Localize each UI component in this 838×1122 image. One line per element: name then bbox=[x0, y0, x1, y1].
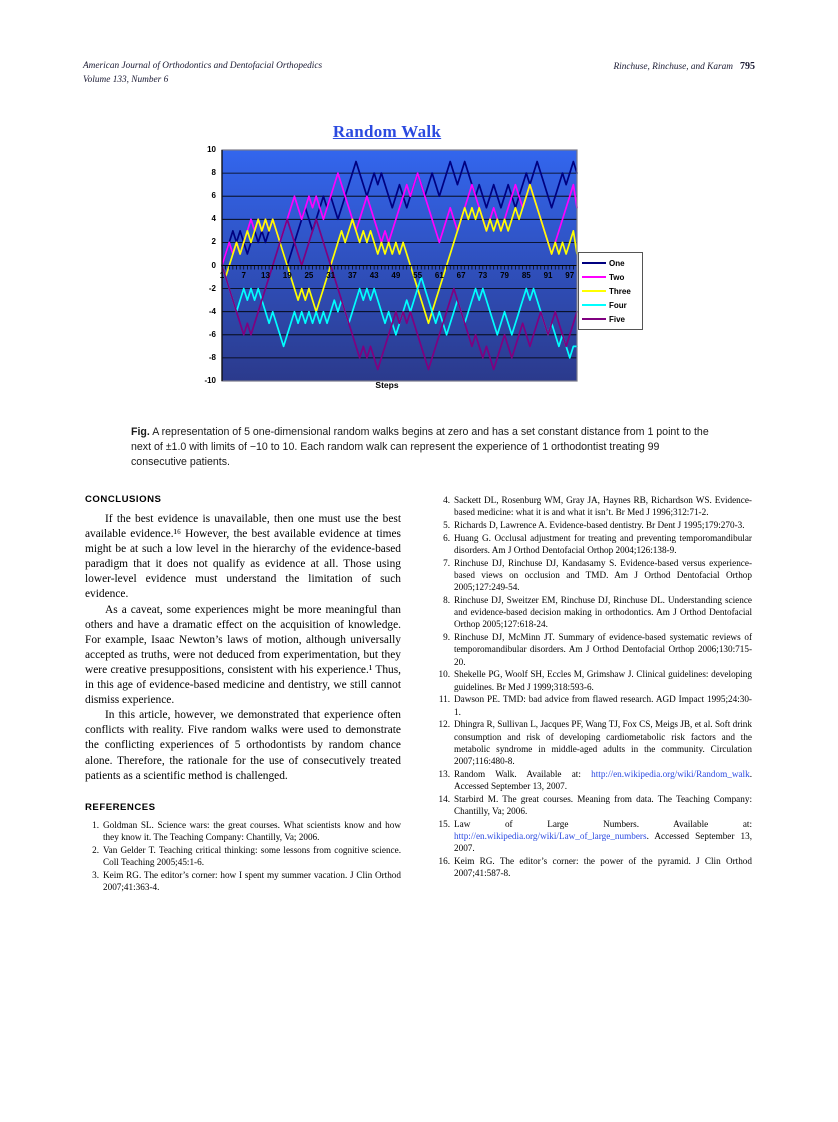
conclusions-body bbox=[85, 512, 401, 784]
random-walk-chart bbox=[196, 146, 578, 386]
y-tick-label: 2 bbox=[211, 237, 216, 247]
right-column bbox=[436, 494, 752, 880]
x-tick-label: 67 bbox=[456, 270, 466, 280]
y-tick-label: 8 bbox=[211, 168, 216, 178]
y-tick-label: 0 bbox=[211, 260, 216, 270]
reference-item bbox=[436, 768, 752, 792]
legend-label: Three bbox=[609, 286, 631, 296]
y-tick-label: -10 bbox=[204, 376, 216, 385]
references-heading: REFERENCES bbox=[85, 801, 156, 813]
reference-number: 8. bbox=[443, 595, 450, 605]
reference-number: 4. bbox=[443, 495, 450, 505]
x-tick-label: 97 bbox=[565, 270, 575, 280]
reference-item bbox=[436, 532, 752, 556]
reference-number: 7. bbox=[443, 557, 450, 568]
figure-random-walk bbox=[196, 122, 656, 412]
reference-item bbox=[436, 693, 752, 717]
chart-title: Random Walk bbox=[332, 122, 442, 141]
y-tick-label: 4 bbox=[211, 214, 216, 224]
reference-text: Law of Large Numbers. Available at: http://en.wikipedia.org/wiki/Law_of_large_numbers. Accessed September 13, 2007. bbox=[454, 818, 752, 854]
reference-number: 3. bbox=[92, 869, 99, 880]
reference-text: Keim RG. The editor’s corner: the power of the pyramid. J Clin Orthod 2007;41:587-8. bbox=[454, 856, 752, 879]
reference-text: Dhingra R, Sullivan L, Jacques PF, Wang TJ, Fox CS, Meigs JB, et al. Soft drink consumption and risk of developing cardiometabolic risk factors and the metabolic syndrome in middle-aged adults in the community. Circulation 2007;116:480-8. bbox=[454, 719, 752, 767]
chart-plot-area bbox=[196, 145, 631, 386]
x-tick-label: 91 bbox=[543, 270, 553, 280]
legend-label: Four bbox=[609, 300, 627, 310]
running-head-right bbox=[613, 60, 755, 75]
figure-caption-label: Fig. bbox=[131, 426, 150, 438]
x-tick-label: 37 bbox=[347, 270, 357, 280]
legend-swatch bbox=[582, 304, 606, 307]
legend-swatch bbox=[582, 318, 606, 321]
reference-link[interactable]: http://en.wikipedia.org/wiki/Law_of_large_numbers bbox=[454, 831, 647, 842]
reference-number: 10. bbox=[438, 669, 450, 680]
legend-label: One bbox=[609, 258, 625, 268]
reference-number: 16. bbox=[438, 856, 450, 867]
journal-volume: Volume 133, Number 6 bbox=[83, 74, 169, 85]
reference-list-right bbox=[436, 494, 752, 879]
reference-text: Rinchuse DJ, McMinn JT. Summary of evidence-based systematic reviews of temporomandibular disorders. Am J Orthod Dentofacial Orthop 2006;130:715-20. bbox=[454, 632, 752, 667]
y-tick-label: -2 bbox=[208, 283, 216, 293]
running-head bbox=[83, 60, 755, 87]
legend-swatch bbox=[582, 290, 606, 293]
reference-item bbox=[436, 793, 752, 817]
y-tick-label: -8 bbox=[208, 352, 216, 362]
reference-number: 6. bbox=[443, 532, 450, 543]
running-head-left bbox=[83, 60, 322, 87]
x-tick-label: 49 bbox=[391, 270, 401, 280]
reference-item bbox=[436, 519, 752, 531]
page-number: 795 bbox=[740, 61, 755, 72]
reference-item bbox=[436, 494, 752, 518]
reference-text: Rinchuse DJ, Rinchuse DJ, Kandasamy S. Evidence-based versus experience-based views on occlusion and TMD. Am J Orthod Dentofacial Orthop 2005;127:249-54. bbox=[454, 557, 752, 593]
legend-swatch bbox=[582, 276, 606, 279]
x-axis-label: Steps bbox=[375, 380, 399, 390]
reference-item bbox=[85, 869, 401, 893]
x-tick-label: 73 bbox=[478, 270, 488, 280]
x-tick-label: 55 bbox=[413, 270, 423, 280]
reference-item bbox=[436, 668, 752, 692]
figure-caption-text: A representation of 5 one-dimensional random walks begins at zero and has a set constant distance from 1 point to the next of ±1.0 with limits of −10 to 10. Each random walk can represent the experience of 1 orthodontist treating 99 consecutive patients. bbox=[131, 426, 709, 469]
conclusions-heading: CONCLUSIONS bbox=[85, 494, 162, 505]
reference-number: 14. bbox=[438, 793, 450, 804]
reference-number: 2. bbox=[92, 844, 99, 855]
reference-text: Sackett DL, Rosenburg WM, Gray JA, Haynes RB, Richardson WS. Evidence- based medicine: what it is and what it isn’t. Br Med J 1996;312:71-2. bbox=[454, 495, 752, 518]
x-tick-label: 13 bbox=[261, 270, 270, 280]
reference-link[interactable]: http://en.wikipedia.org/wiki/Random_walk bbox=[591, 768, 750, 779]
reference-number: 1. bbox=[92, 819, 99, 830]
reference-number: 9. bbox=[443, 632, 450, 643]
reference-item bbox=[85, 819, 401, 843]
reference-item bbox=[436, 557, 752, 594]
reference-number: 15. bbox=[438, 818, 450, 829]
x-tick-label: 43 bbox=[369, 270, 379, 280]
reference-text: Dawson PE. TMD: bad advice from flawed research. AGD Impact 1995;24:30-1. bbox=[454, 694, 752, 717]
x-tick-label: 85 bbox=[521, 270, 531, 280]
legend-item bbox=[582, 312, 640, 326]
reference-number: 11. bbox=[438, 694, 450, 705]
reference-text: Shekelle PG, Woolf SH, Eccles M, Grimshaw J. Clinical guidelines: developing guidelines. Br Med J 1999;318:593-6. bbox=[454, 669, 752, 692]
y-tick-label: 10 bbox=[207, 145, 216, 154]
journal-name: American Journal of Orthodontics and Dentofacial Orthopedics bbox=[83, 61, 323, 71]
reference-text: Starbird M. The great courses. Meaning from data. The Teaching Company: Chantilly, Va; 2006. bbox=[454, 793, 752, 817]
body-paragraph: As a caveat, some experiences might be more meaningful than others and have a dramatic effect on the acquisition of knowledge. For example, Isaac Newton’s laws of motion, although universally accepted as truths, were not deduced from experimentation, but they were creative presuppositions, consistent with his experience.¹ Thus, in this age of evidence-based medicine and dentistry, we still cannot dismiss experience. bbox=[85, 603, 401, 707]
reference-number: 13. bbox=[438, 768, 450, 779]
chart-legend bbox=[578, 252, 643, 330]
x-tick-label: 79 bbox=[500, 270, 509, 280]
x-tick-label: 1 bbox=[219, 270, 225, 280]
legend-item bbox=[582, 284, 640, 298]
body-paragraph: In this article, however, we demonstrated that experience often conflicts with reality. Five random walks were used to demonstrate the conflicting experiences of 5 orthodontists by random chance alone. Therefore, the rationale for the use of consecutively treated patients as a scientific method is challenged. bbox=[85, 709, 401, 782]
x-tick-label: 61 bbox=[434, 270, 444, 280]
reference-item bbox=[436, 818, 752, 855]
left-column bbox=[85, 494, 401, 894]
reference-number: 12. bbox=[438, 719, 450, 730]
reference-text: Van Gelder T. Teaching critical thinking: some lessons from cognitive science. Coll Teaching 2005;45:1-6. bbox=[103, 844, 401, 867]
running-head-authors: Rinchuse, Rinchuse, and Karam bbox=[613, 62, 733, 72]
reference-text: Random Walk. Available at: http://en.wikipedia.org/wiki/Random_walk. Accessed September 13, 2007. bbox=[454, 768, 752, 792]
reference-item bbox=[436, 594, 752, 631]
legend-label: Two bbox=[609, 272, 625, 282]
legend-item bbox=[582, 270, 640, 284]
y-tick-label: 6 bbox=[211, 191, 216, 201]
legend-item bbox=[582, 298, 640, 312]
reference-number: 5. bbox=[443, 520, 450, 530]
y-tick-label: -4 bbox=[208, 306, 216, 316]
reference-item bbox=[85, 844, 401, 868]
legend-swatch bbox=[582, 262, 606, 265]
x-tick-label: 25 bbox=[304, 270, 314, 280]
legend-label: Five bbox=[609, 314, 626, 324]
reference-item bbox=[436, 855, 752, 879]
body-paragraph: If the best evidence is unavailable, then one must use the best available evidence.¹⁶ However, the best available evidence at times might be at such a low level in the hierarchy of the evidence-based paradigm that it does not qualify as evidence at all. Those using lower-level evidence must understand the limitation of such evidence. bbox=[85, 513, 401, 601]
reference-text: Richards D, Lawrence A. Evidence-based dentistry. Br Dent J 1995;179:270-3. bbox=[454, 520, 745, 530]
x-tick-label: 19 bbox=[282, 270, 292, 280]
reference-item bbox=[436, 631, 752, 668]
reference-item bbox=[436, 718, 752, 767]
legend-item bbox=[582, 256, 640, 270]
x-tick-label: 31 bbox=[326, 270, 336, 280]
reference-text: Rinchuse DJ, Sweitzer EM, Rinchuse DJ, Rinchuse DL. Understanding science and evidence-based decision making in orthodontics. Am J Orthod Dentofacial Orthop 2005;127:618-24. bbox=[454, 595, 752, 630]
reference-text: Huang G. Occlusal adjustment for treating and preventing temporomandibular disorders. Am J Orthod Dentofacial Orthop 2004;126:138-9. bbox=[454, 532, 752, 555]
x-tick-label: 7 bbox=[241, 270, 246, 280]
figure-caption bbox=[131, 425, 709, 471]
reference-list-left bbox=[85, 819, 401, 893]
y-tick-label: -6 bbox=[208, 329, 216, 339]
reference-text: Keim RG. The editor’s corner: how I spent my summer vacation. J Clin Orthod 2007;41:363-4. bbox=[103, 869, 401, 892]
reference-text: Goldman SL. Science wars: the great courses. What scientists know and how they know it. The Teaching Company: Chantilly, Va; 2006. bbox=[103, 819, 401, 842]
